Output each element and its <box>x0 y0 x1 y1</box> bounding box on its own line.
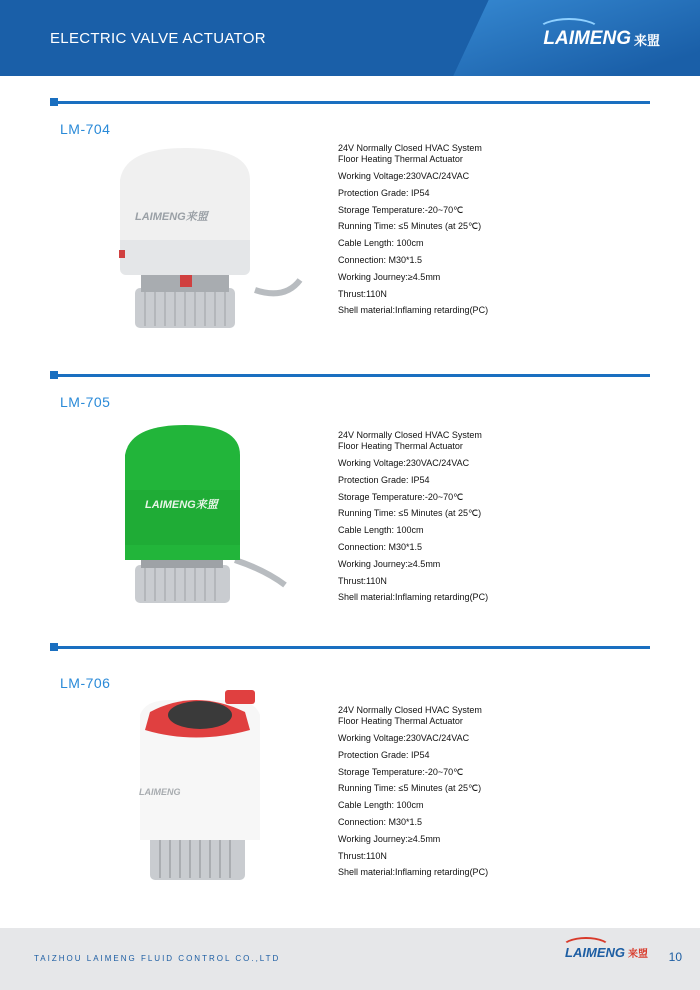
product-image-lm706 <box>115 690 355 890</box>
spec-row: Cable Length: 100cm <box>338 800 424 811</box>
spec-description: Floor Heating Thermal Actuator <box>338 716 463 726</box>
svg-text:LAIMENG来盟: LAIMENG来盟 <box>145 499 218 511</box>
page-number: 10 <box>668 950 682 964</box>
model-name: LM-704 <box>60 121 111 137</box>
model-name: LM-706 <box>60 675 111 691</box>
spec-row: Protection Grade: IP54 <box>338 187 430 198</box>
spec-row: Shell material:Inflaming retarding(PC) <box>338 305 489 316</box>
spec-description: Floor Heating Thermal Actuator <box>338 154 463 164</box>
spec-row: Protection Grade: IP54 <box>338 474 430 485</box>
logo-text: LAIMENG <box>565 945 625 960</box>
spec-row: Working Voltage:230VAC/24VAC <box>338 458 470 468</box>
spec-row: Shell material:Inflaming retarding(PC) <box>338 867 489 878</box>
spec-row: Connection: M30*1.5 <box>338 816 423 827</box>
company-name: TAIZHOU LAIMENG FLUID CONTROL CO.,LTD <box>34 954 281 963</box>
spec-row: Working Voltage:230VAC/24VAC <box>338 171 470 181</box>
spec-row: Shell material:Inflaming retarding(PC) <box>338 592 489 603</box>
spec-row: Working Voltage:230VAC/24VAC <box>338 733 470 743</box>
spec-row: Protection Grade: IP54 <box>338 749 430 760</box>
section-divider <box>50 646 650 649</box>
svg-text:LAIMENG: LAIMENG <box>139 787 181 797</box>
model-name: LM-705 <box>60 394 111 410</box>
spec-description: 24V Normally Closed HVAC System <box>338 143 482 153</box>
product-image-lm704 <box>105 140 345 340</box>
logo-chinese: 来盟 <box>628 949 648 960</box>
spec-row: Working Journey:≥4.5mm <box>338 271 441 282</box>
spec-row: Running Time: ≤5 Minutes (at 25℃) <box>338 508 482 519</box>
page-title: ELECTRIC VALVE ACTUATOR <box>50 30 266 47</box>
spec-description: 24V Normally Closed HVAC System <box>338 430 482 440</box>
logo-swoosh-icon <box>561 937 611 959</box>
footer-logo <box>565 945 648 960</box>
spec-row: Storage Temperature:-20~70℃ <box>338 204 464 215</box>
product-image-lm705 <box>105 420 345 620</box>
spec-row: Running Time: ≤5 Minutes (at 25℃) <box>338 783 482 794</box>
svg-text:LAIMENG来盟: LAIMENG来盟 <box>135 211 208 223</box>
section-divider <box>50 374 650 377</box>
brand-logo <box>543 28 660 50</box>
spec-row: Storage Temperature:-20~70℃ <box>338 491 464 502</box>
spec-description: 24V Normally Closed HVAC System <box>338 705 482 715</box>
spec-row: Thrust:110N <box>338 850 387 861</box>
spec-row: Working Journey:≥4.5mm <box>338 833 441 844</box>
spec-row: Connection: M30*1.5 <box>338 541 423 552</box>
spec-row: Thrust:110N <box>338 575 387 586</box>
section-divider <box>50 101 650 104</box>
spec-list-lm705 <box>338 430 578 609</box>
spec-list-lm704 <box>338 143 578 322</box>
logo-swoosh-icon <box>537 18 601 44</box>
spec-row: Storage Temperature:-20~70℃ <box>338 766 464 777</box>
logo-chinese: 来盟 <box>633 32 660 48</box>
spec-row: Cable Length: 100cm <box>338 238 424 249</box>
spec-row: Running Time: ≤5 Minutes (at 25℃) <box>338 221 482 232</box>
spec-row: Thrust:110N <box>338 288 387 299</box>
spec-row: Cable Length: 100cm <box>338 525 424 536</box>
logo-text: LAIMENG <box>543 28 631 49</box>
spec-description: Floor Heating Thermal Actuator <box>338 441 463 451</box>
spec-row: Working Journey:≥4.5mm <box>338 558 441 569</box>
spec-row: Connection: M30*1.5 <box>338 254 423 265</box>
spec-list-lm706 <box>338 705 578 884</box>
